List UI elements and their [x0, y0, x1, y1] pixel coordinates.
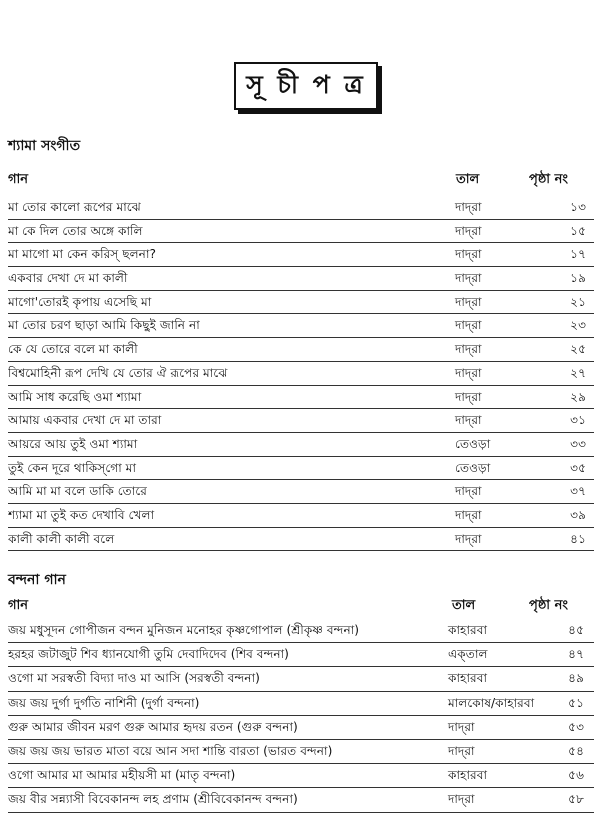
song-page-number: ৪৫ [568, 623, 584, 637]
song-title: মা তোর কালো রূপের মাঝে [8, 200, 141, 214]
song-tala: দাদ্‌রা [455, 200, 482, 214]
song-page-number: ৩৯ [570, 507, 586, 522]
song-tala: মালকোষ/কাহারবা [448, 695, 535, 710]
list-item [8, 643, 598, 667]
song-tala: দাদ্‌রা [455, 484, 482, 499]
column-header-tala: তাল [456, 172, 480, 187]
section-heading-shyama-sangeet: শ্যামা সংগীত [8, 138, 81, 154]
song-page-number: ৫৮ [568, 792, 584, 807]
song-page-number: ২৭ [570, 365, 586, 380]
column-header-song: গান [8, 172, 29, 187]
table-header [8, 596, 598, 614]
song-title: ওগো মা সরস্বতী বিদ্যা দাও মা আসি (সরস্বতী বন্দনা) [8, 671, 260, 686]
song-page-number: ৩১ [570, 413, 586, 428]
song-list-shyama [8, 196, 598, 551]
row-divider [8, 550, 594, 551]
list-item [8, 220, 598, 244]
row-divider [8, 812, 594, 813]
song-title: জয় মধুসূদন গোপীজন বন্দন মুনিজন মনোহর কৃষ্ণগোপাল (শ্রীকৃষ্ণ বন্দনা) [8, 623, 360, 637]
list-item [8, 362, 598, 386]
list-item [8, 409, 598, 433]
list-item [8, 619, 598, 643]
song-page-number: ১৫ [570, 223, 586, 238]
song-tala: এক্‌তাল [448, 647, 488, 662]
song-tala: দাদ্‌রা [455, 365, 482, 380]
column-header-tala: তাল [452, 598, 476, 613]
song-title: মা কে দিল তোর অঙ্গে কালি [8, 223, 143, 238]
song-tala: দাদ্‌রা [455, 507, 482, 522]
song-tala: দাদ্‌রা [455, 318, 482, 333]
song-tala: দাদ্‌রা [448, 719, 475, 734]
song-page-number: ২৩ [570, 318, 586, 333]
song-page-number: ৫৪ [568, 743, 584, 758]
song-page-number: ১৭ [570, 247, 586, 262]
list-item [8, 504, 598, 528]
song-tala: দাদ্‌রা [455, 389, 482, 404]
column-header-song: গান [8, 598, 29, 613]
song-page-number: ৫১ [568, 695, 584, 710]
song-page-number: ২৫ [570, 342, 586, 357]
song-title: জয় জয় দুর্গা দুর্গতি নাশিনী (দুর্গা বন্দনা) [8, 695, 200, 710]
song-tala: তেওড়া [455, 436, 491, 451]
song-page-number: ৫৬ [568, 768, 584, 783]
list-item [8, 764, 598, 788]
list-item [8, 291, 598, 315]
list-item [8, 788, 598, 812]
song-title: শ্যামা মা তুই কত দেখাবি খেলা [8, 507, 155, 522]
list-item [8, 386, 598, 410]
song-page-number: ৪৭ [568, 647, 584, 662]
song-page-number: ১৯ [570, 271, 586, 286]
list-item [8, 243, 598, 267]
song-tala: দাদ্‌রা [455, 531, 482, 546]
list-item [8, 480, 598, 504]
song-tala: দাদ্‌রা [455, 342, 482, 357]
song-tala: দাদ্‌রা [455, 271, 482, 286]
song-title: ওগো আমার মা আমার মহীয়সী মা (মাতৃ বন্দনা) [8, 768, 236, 783]
section-heading-bandana: বন্দনা গান [8, 572, 66, 588]
song-tala: দাদ্‌রা [455, 223, 482, 238]
list-item [8, 457, 598, 481]
song-page-number: ১৩ [570, 200, 586, 214]
song-tala: দাদ্‌রা [455, 294, 482, 309]
song-page-number: ২১ [570, 294, 586, 309]
song-title: আয়রে আয় তুই ওমা শ্যামা [8, 436, 138, 451]
table-header [8, 170, 598, 188]
list-item [8, 692, 598, 716]
song-page-number: ৪১ [570, 531, 586, 546]
song-title: মা মাগো মা কেন করিস্‌ ছলনা? [8, 247, 156, 262]
song-title: বিশ্বমোহিনী রূপ দেখি যে তোর ঐ রূপের মাঝে [8, 365, 228, 380]
song-tala: তেওড়া [455, 460, 491, 475]
song-title: মা তোর চরণ ছাড়া আমি কিছুই জানি না [8, 318, 200, 333]
page-title: সূ চী প ত্র [234, 62, 378, 110]
song-title: গুরু আমার জীবন মরণ গুরু আমার হৃদয় রতন (গুরু বন্দনা) [8, 719, 298, 734]
song-title: একবার দেখা দে মা কালী [8, 271, 128, 286]
song-tala: দাদ্‌রা [448, 792, 475, 807]
song-tala: দাদ্‌রা [455, 247, 482, 262]
song-page-number: ৩৩ [570, 436, 586, 451]
song-page-number: ৩৫ [570, 460, 586, 475]
song-title: আমি মা মা বলে ডাকি তোরে [8, 484, 147, 499]
song-title: জয় জয় জয় ভারত মাতা বয়ে আন সদা শান্তি বারতা (ভারত বন্দনা) [8, 743, 333, 758]
list-item [8, 338, 598, 362]
song-page-number: ৫৩ [568, 719, 584, 734]
list-item [8, 716, 598, 740]
list-item [8, 667, 598, 691]
song-title: তুই কেন দূরে থাকিস্‌গো মা [8, 460, 136, 475]
list-item [8, 267, 598, 291]
song-page-number: ২৯ [570, 389, 586, 404]
list-item [8, 196, 598, 220]
song-title: কে যে তোরে বলে মা কালী [8, 342, 138, 357]
song-title: আমায় একবার দেখা দে মা তারা [8, 413, 162, 428]
song-tala: কাহারবা [448, 671, 488, 686]
song-title: আমি সাধ করেছি ওমা শ্যামা [8, 389, 142, 404]
list-item [8, 433, 598, 457]
list-item [8, 528, 598, 552]
list-item [8, 314, 598, 338]
song-page-number: ৪৯ [568, 671, 584, 686]
column-header-page: পৃষ্ঠা নং [529, 172, 568, 187]
song-title: জয় বীর সন্ন্যাসী বিবেকানন্দ লহ প্রণাম (শ্রীবিবেকানন্দ বন্দনা) [8, 792, 298, 807]
song-title: হরহর জটাজুট শিব ধ্যানযোগী তুমি দেবাদিদেব (শিব বন্দনা) [8, 647, 289, 662]
song-page-number: ৩৭ [570, 484, 586, 499]
list-item [8, 740, 598, 764]
song-title: কালী কালী কালী বলে [8, 531, 115, 546]
song-tala: কাহারবা [448, 623, 488, 637]
column-header-page: পৃষ্ঠা নং [529, 598, 568, 613]
song-tala: দাদ্‌রা [455, 413, 482, 428]
song-tala: দাদ্‌রা [448, 743, 475, 758]
song-tala: কাহারবা [448, 768, 488, 783]
song-title: মাগো'তোরই কৃপায় এসেছি মা [8, 294, 152, 309]
song-list-bandana [8, 619, 598, 813]
